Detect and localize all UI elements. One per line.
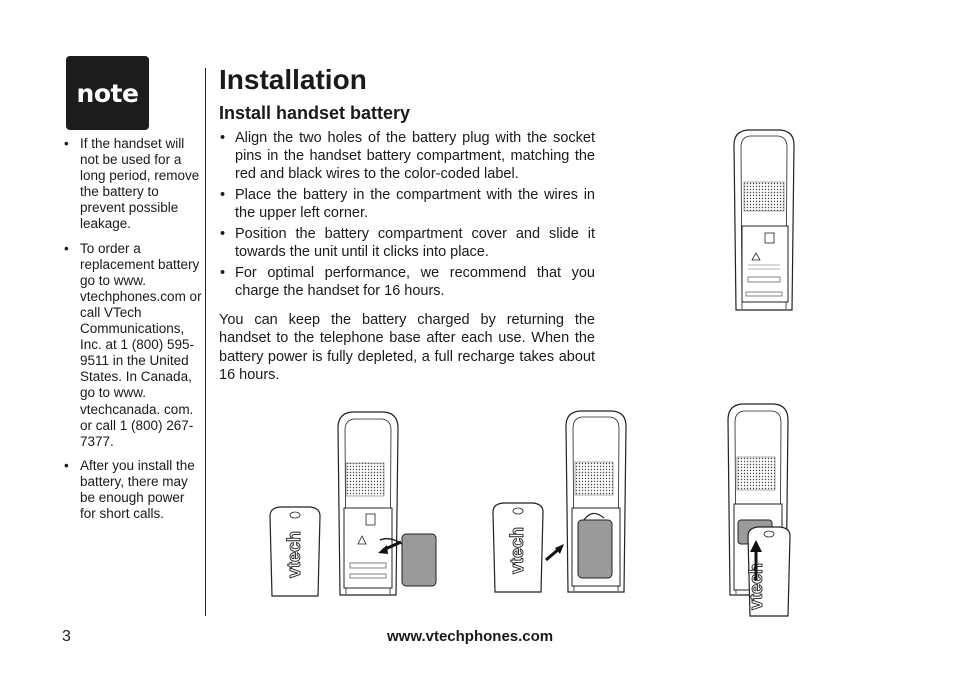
cover-brand-text: vtech [284,530,304,578]
cover-slide-figure [722,400,804,618]
column-divider [205,68,206,616]
note-badge [66,56,149,130]
note-label: note [76,78,139,108]
sidebar-note: • To order a replacement battery go to www. vtechphones.com or call VTech Communications, Inc. at 1 (800) 595-9511 in the United States. In Canada, go to www. vtechcanada. com. or call 1 (800) 267-7377. [62,241,202,450]
cover-brand-text: vtech [507,526,527,574]
step-item: • Align the two holes of the battery plug with the socket pins in the handset battery compartment, matching the red and black wires to the color-coded label. [219,129,595,183]
install-steps [219,129,595,303]
step-item: • Position the battery compartment cover and slide it towards the unit until it clicks into place. [219,225,595,261]
section-heading: Install handset battery [219,103,411,123]
cover-brand-text: vtech [746,562,766,610]
battery-inserted-figure [488,408,638,598]
website-link[interactable]: www.vtechphones.com [387,628,554,645]
battery-connect-figure [262,408,442,600]
step-item: • For optimal performance, we recommend that you charge the handset for 16 hours. [219,264,595,300]
charging-paragraph: You can keep the battery charged by returning the handset to the telephone base after each use. When the battery power is fully depleted, a full recharge takes about 16 hours. [219,312,595,383]
page-title: Installation [219,64,367,95]
sidebar-note: • After you install the battery, there may be enough power for short calls. [62,458,202,522]
sidebar-note: • If the handset will not be used for a long period, remove the battery to prevent possible leakage. [62,136,202,233]
handset-back-figure [728,125,800,315]
sidebar-notes [62,136,202,530]
step-item: • Place the battery in the compartment with the wires in the upper left corner. [219,186,595,222]
page-number: 3 [62,628,71,645]
